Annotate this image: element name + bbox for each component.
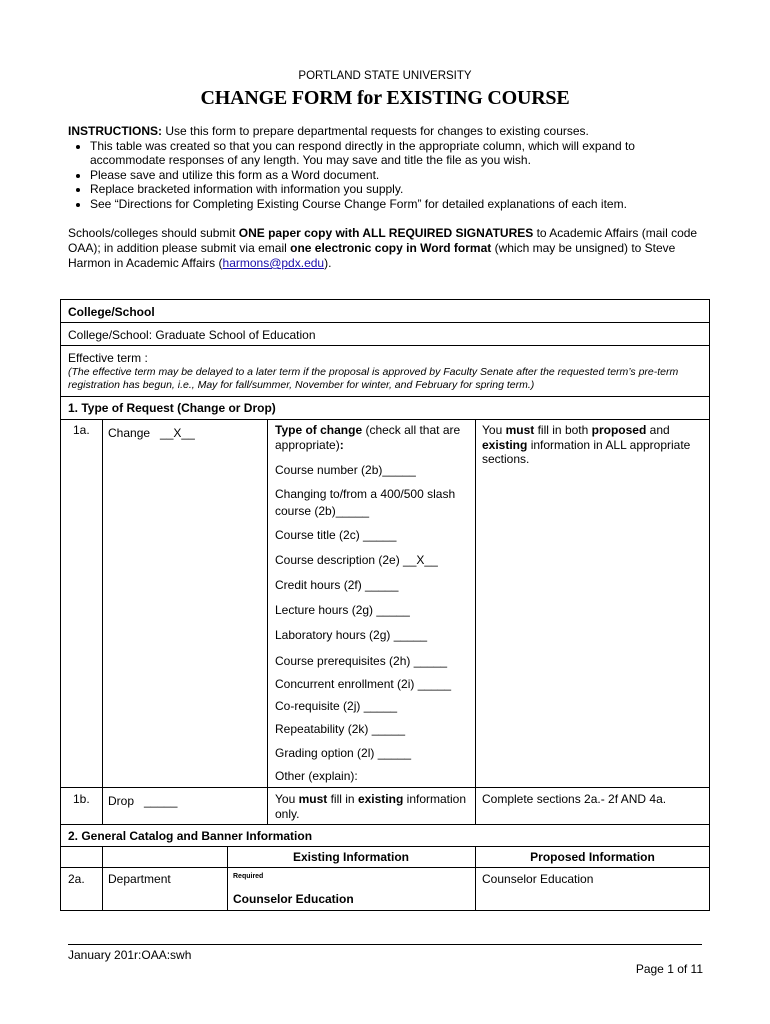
college-header: College/School (68, 305, 155, 319)
column-divider (475, 419, 476, 824)
note-text: You (482, 423, 506, 437)
option-credit-hours[interactable]: Credit hours (2f) _____ (275, 578, 399, 592)
type-of-change-bold: Type of change (275, 423, 363, 437)
column-divider (267, 419, 268, 824)
row-divider (60, 396, 710, 397)
effective-term-label[interactable]: Effective term : (68, 351, 148, 365)
instructions-label: INSTRUCTIONS: (68, 124, 162, 138)
row-1b-complete: Complete sections 2a.- 2f AND 4a. (482, 792, 667, 806)
existing-department[interactable]: Counselor Education (233, 892, 354, 906)
submission-text: Schools/colleges should submit (68, 226, 239, 240)
row-divider (60, 846, 710, 847)
university-name: PORTLAND STATE UNIVERSITY (298, 70, 472, 82)
instructions-intro-text: Use this form to prepare departmental requests for changes to existing courses. (162, 124, 589, 138)
column-divider (102, 419, 103, 824)
row-1a-number: 1a. (73, 423, 90, 437)
existing-info-header: Existing Information (292, 850, 409, 864)
submission-bold: ONE paper copy with ALL REQUIRED SIGNATURES (238, 226, 534, 240)
submission-paragraph (68, 226, 718, 271)
proposed-department[interactable]: Counselor Education (482, 872, 594, 886)
column-divider (102, 846, 103, 911)
option-repeatability[interactable]: Repeatability (2k) _____ (275, 722, 406, 736)
option-other[interactable]: Other (explain): (275, 769, 358, 783)
college-value[interactable]: College/School: Graduate School of Education (68, 328, 316, 342)
note-text: fill in (327, 792, 358, 806)
page-number: Page 1 of 11 (635, 962, 703, 976)
option-laboratory-hours[interactable]: Laboratory hours (2g) _____ (275, 628, 428, 642)
instruction-item: • Please save and utilize this form as a Word document. (90, 168, 708, 183)
row-1b-note (275, 792, 470, 821)
submission-bold: one electronic copy in Word format (290, 241, 492, 255)
note-bold: proposed (591, 423, 647, 437)
option-course-number[interactable]: Course number (2b)_____ (275, 463, 416, 477)
instructions-intro (68, 124, 708, 139)
option-grading-option[interactable]: Grading option (2l) _____ (275, 746, 412, 760)
department-label: Department (108, 872, 171, 886)
required-label: Required (233, 873, 264, 880)
instructions-block (68, 124, 708, 211)
option-slash-course[interactable]: Changing to/from a 400/500 slash course (2b)_____ (275, 487, 456, 518)
option-concurrent-enrollment[interactable]: Concurrent enrollment (2i) _____ (275, 677, 452, 691)
note-bold: existing (357, 792, 404, 806)
note-bold: existing (482, 437, 528, 452)
page-title: CHANGE FORM for EXISTING COURSE (200, 87, 570, 109)
submission-text: to Academic Affairs (mail code OAA); in addition please submit via email (68, 226, 698, 255)
footer-divider (68, 944, 702, 945)
instruction-item: • See “Directions for Completing Existing Course Change Form” for detailed explanations of each item. (90, 197, 708, 212)
option-course-prerequisites[interactable]: Course prerequisites (2h) _____ (275, 654, 448, 668)
instruction-item: • Replace bracketed information with information you supply. (90, 182, 708, 197)
note-bold: must (505, 423, 535, 437)
drop-field[interactable]: Drop _____ (108, 794, 178, 808)
instruction-item: • This table was created so that you can respond directly in the appropriate column, which will expand to accommodate responses of any length. You may save and title the file as you wish. (90, 139, 708, 168)
proposed-info-header: Proposed Information (530, 850, 655, 864)
change-field[interactable]: Change __X__ (108, 426, 195, 440)
type-of-change-heading (275, 423, 470, 452)
row-1b-number: 1b. (73, 792, 90, 806)
row-divider (60, 322, 710, 323)
note-text: and (646, 423, 670, 437)
footer-date-code: January 201r:OAA:swh (68, 948, 192, 962)
row-2a-number: 2a. (68, 872, 85, 886)
row-divider (60, 867, 710, 868)
option-course-description[interactable]: Course description (2e) __X__ (275, 553, 438, 567)
option-lecture-hours[interactable]: Lecture hours (2g) _____ (275, 603, 410, 617)
option-co-requisite[interactable]: Co-requisite (2j) _____ (275, 699, 398, 713)
submission-text: ). (324, 256, 332, 270)
email-link[interactable]: harmons@pdx.edu (222, 256, 325, 270)
row-divider (60, 419, 710, 420)
note-text: You (275, 792, 299, 806)
submission-text: (which may be unsigned) to Steve Harmon in Academic Affairs ( (68, 241, 676, 270)
note-text: fill in both (534, 423, 592, 437)
note-text: information only. (275, 792, 467, 821)
row-divider (60, 787, 710, 788)
section-2-header: 2. General Catalog and Banner Information (68, 829, 313, 843)
note-bold: must (298, 792, 328, 806)
instructions-list (68, 139, 708, 212)
row-divider (60, 345, 710, 346)
note-text: information in ALL appropriate sections. (482, 437, 691, 466)
option-course-title[interactable]: Course title (2c) _____ (275, 528, 397, 542)
section-1-header: 1. Type of Request (Change or Drop) (68, 401, 276, 415)
effective-term-note: (The effective term may be delayed to a later term if the proposal is approved by Faculty Senate after the requested term’s pre-term registration has begun, i.e., May for fall/summer, November for winter, and February for spring term.) (68, 366, 679, 391)
type-of-change-colon: : (339, 437, 344, 452)
type-of-change-text: (check all that are appropriate) (275, 423, 461, 452)
row-1a-note (482, 423, 704, 467)
row-divider (60, 824, 710, 825)
